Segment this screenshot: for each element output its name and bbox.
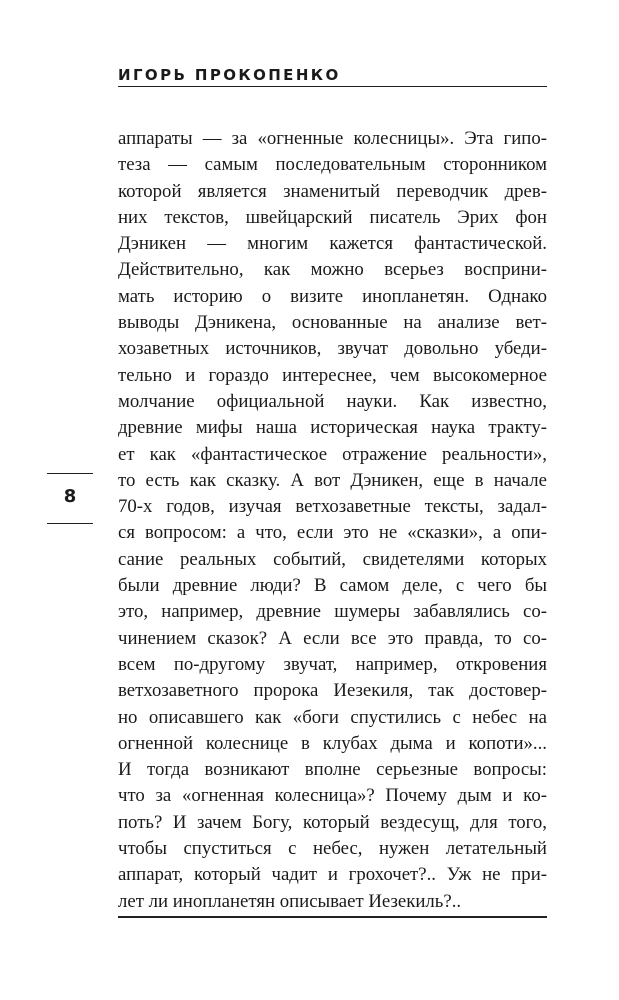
text-line: но описавшего как «боги спустились с небес на	[118, 706, 547, 728]
text-line: чтобы спуститься с небес, нужен летательный	[118, 838, 547, 860]
text-line: древние мифы наша историческая наука тракту-	[118, 417, 547, 439]
body-text	[118, 126, 547, 915]
text-line: ет как «фантастическое отражение реальности»,	[118, 443, 547, 465]
footer-rule	[118, 916, 547, 918]
folio-rule-top	[47, 473, 93, 474]
header-rule	[118, 86, 547, 87]
text-line: молчание официальной науки. Как известно,	[118, 390, 547, 412]
text-line: ветхозаветного пророка Иезекиля, так достовер-	[118, 680, 547, 702]
text-line: Дэникен — многим кажется фантастической.	[118, 233, 547, 255]
text-line: аппараты — за «огненные колесницы». Эта гипо-	[118, 128, 547, 149]
text-line: чинением сказок? А если все это правда, то со-	[118, 627, 547, 649]
text-line: всем по-другому звучат, например, откровения	[118, 653, 547, 675]
text-line: огненной колеснице в клубах дыма и копоти»...	[118, 732, 547, 754]
text-line: И тогда возникают вполне серьезные вопросы:	[118, 759, 547, 781]
text-line: мать историю о визите инопланетян. Однако	[118, 285, 547, 307]
text-line: то есть как сказку. А вот Дэникен, еще в начале	[118, 469, 547, 491]
text-line: хозаветных источников, звучат довольно убеди-	[118, 338, 547, 360]
text-line: Действительно, как можно всерьез восприни-	[118, 259, 547, 281]
text-line: тельно и гораздо интереснее, чем высокомерное	[118, 364, 547, 386]
text-line: ся вопросом: а что, если это не «сказки», а опи-	[118, 522, 547, 544]
text-line: них текстов, швейцарский писатель Эрих фон	[118, 206, 547, 228]
text-line: поть? И зачем Богу, который вездесущ, для того,	[118, 811, 547, 833]
text-line: теза — самым последовательным сторонником	[118, 154, 547, 176]
text-line: сание реальных событий, свидетелями которых	[118, 548, 547, 570]
text-line: 70-х годов, изучая ветхозаветные тексты, задал-	[118, 496, 547, 518]
text-line: были древние люди? В самом деле, с чего бы	[118, 575, 547, 597]
running-head-title: ИГОРЬ ПРОКОПЕНКО	[118, 66, 341, 84]
text-line: которой является знаменитый переводчик древ-	[118, 180, 547, 202]
folio-rule-bottom	[47, 523, 93, 524]
text-line: это, например, древние шумеры забавлялись со-	[118, 601, 547, 623]
text-line: лет ли инопланетян описывает Иезекиль?..	[118, 890, 462, 912]
page-number: 8	[63, 486, 77, 507]
text-line: аппарат, который чадит и грохочет?.. Уж не при-	[118, 864, 547, 886]
text-line: что за «огненная колесница»? Почему дым и ко-	[118, 785, 547, 807]
text-line: выводы Дэникена, основанные на анализе вет-	[118, 312, 547, 334]
